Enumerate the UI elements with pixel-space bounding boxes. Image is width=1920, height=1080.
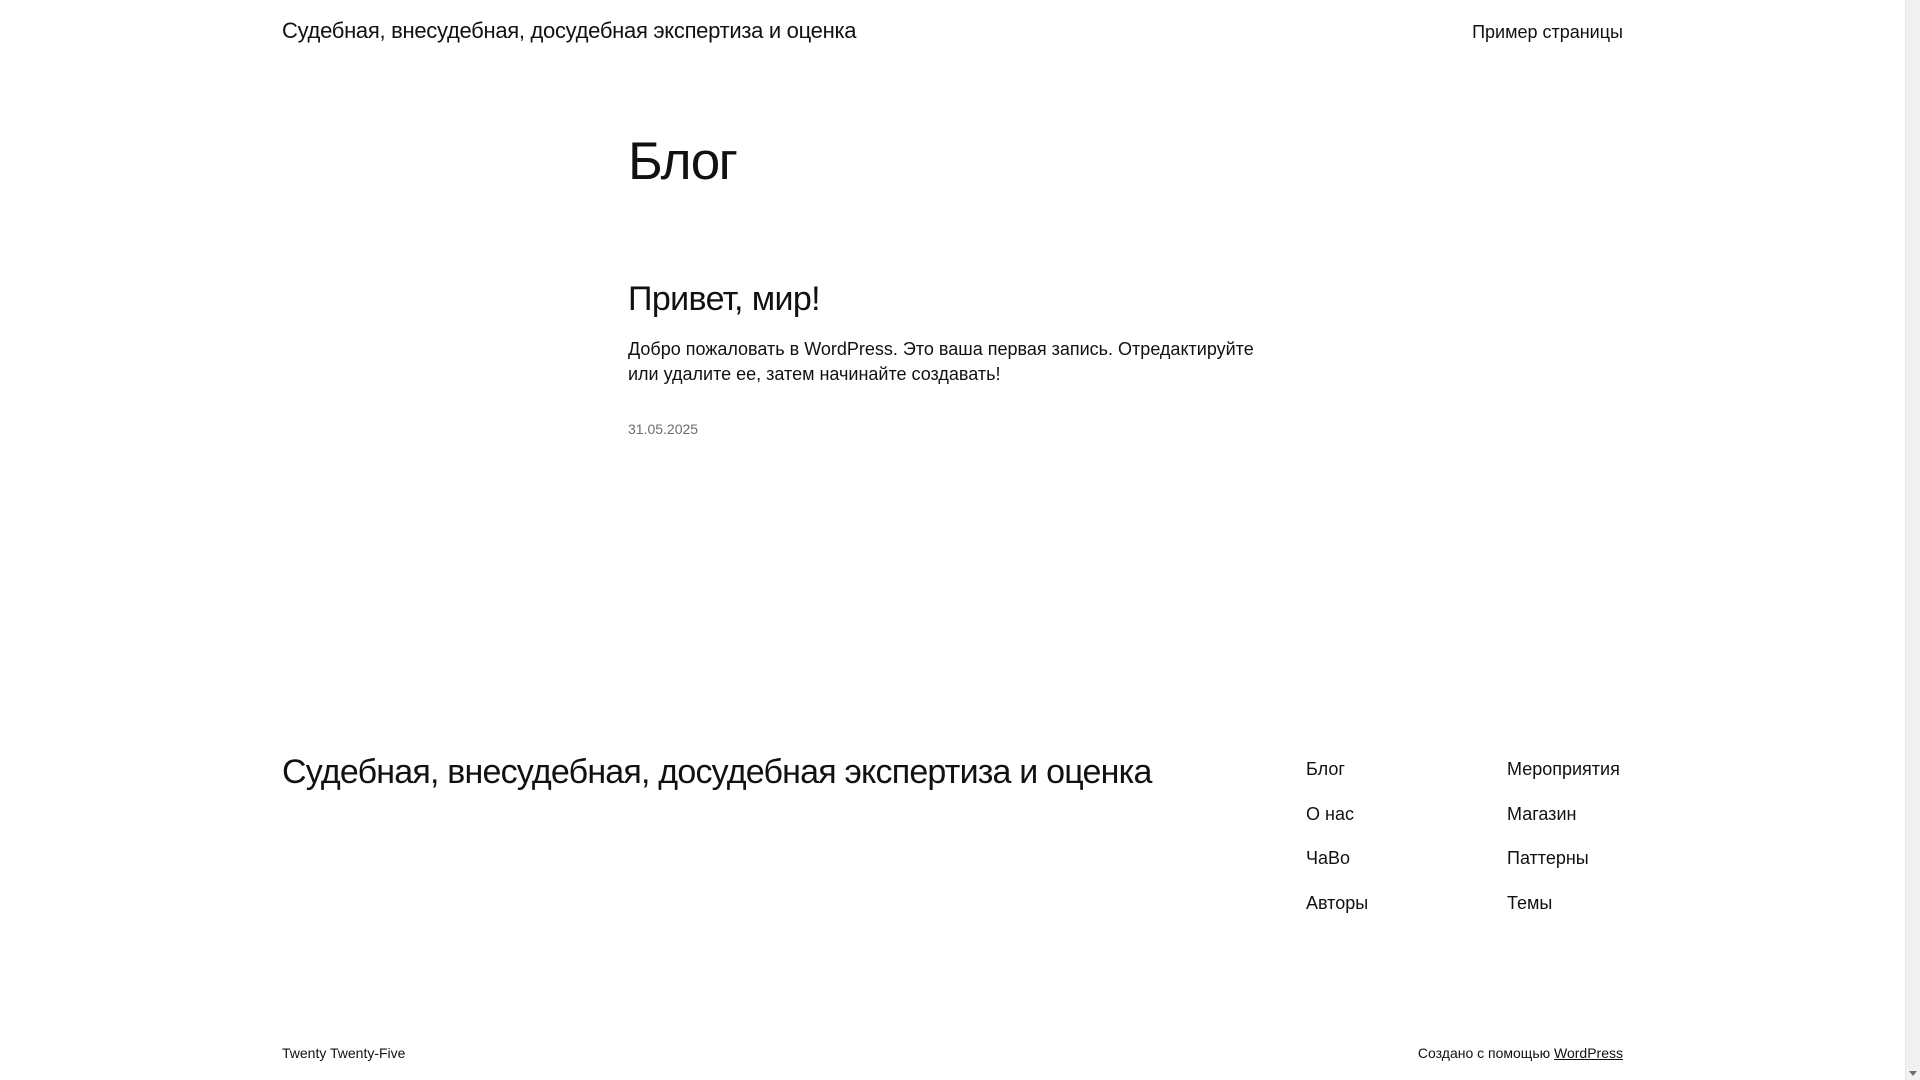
footer-credit-prefix: Создано с помощью <box>1417 1045 1551 1061</box>
footer-site-title-link[interactable]: Судебная, внесудебная, досудебная экспертиза и оценка <box>282 753 1152 791</box>
footer-nav-column-2 <box>1507 758 1620 936</box>
post-title-link[interactable]: Привет, мир! <box>628 280 821 318</box>
footer-link-shop[interactable]: Магазин <box>1507 803 1577 824</box>
footer-link-themes[interactable]: Темы <box>1507 892 1553 913</box>
scroll-down-arrow-icon[interactable] <box>1909 1071 1917 1076</box>
vertical-scrollbar[interactable] <box>1905 0 1920 1080</box>
footer-link-events[interactable]: Мероприятия <box>1507 759 1620 779</box>
footer-nav-column-1 <box>1306 758 1368 936</box>
post-excerpt: Добро пожаловать в WordPress. Это ваша первая запись. Отредактируйте или удалите ее, затем начинайте создавать! <box>628 339 1254 384</box>
post-date[interactable]: 31.05.2025 <box>628 421 699 437</box>
footer-link-authors[interactable]: Авторы <box>1306 892 1369 913</box>
footer-credit <box>1418 1045 1623 1061</box>
footer-link-faq[interactable]: ЧаВо <box>1306 848 1351 868</box>
footer-link-patterns[interactable]: Паттерны <box>1507 848 1589 868</box>
footer-theme-name: Twenty Twenty-Five <box>282 1045 406 1061</box>
wordpress-link[interactable]: WordPress <box>1554 1045 1623 1061</box>
footer-link-about[interactable]: О нас <box>1306 803 1354 824</box>
nav-link-sample-page[interactable]: Пример страницы <box>1472 22 1623 42</box>
page-title: Блог <box>628 132 737 191</box>
site-title-link[interactable]: Судебная, внесудебная, досудебная экспертиза и оценка <box>282 18 857 43</box>
footer-link-blog[interactable]: Блог <box>1306 759 1345 779</box>
